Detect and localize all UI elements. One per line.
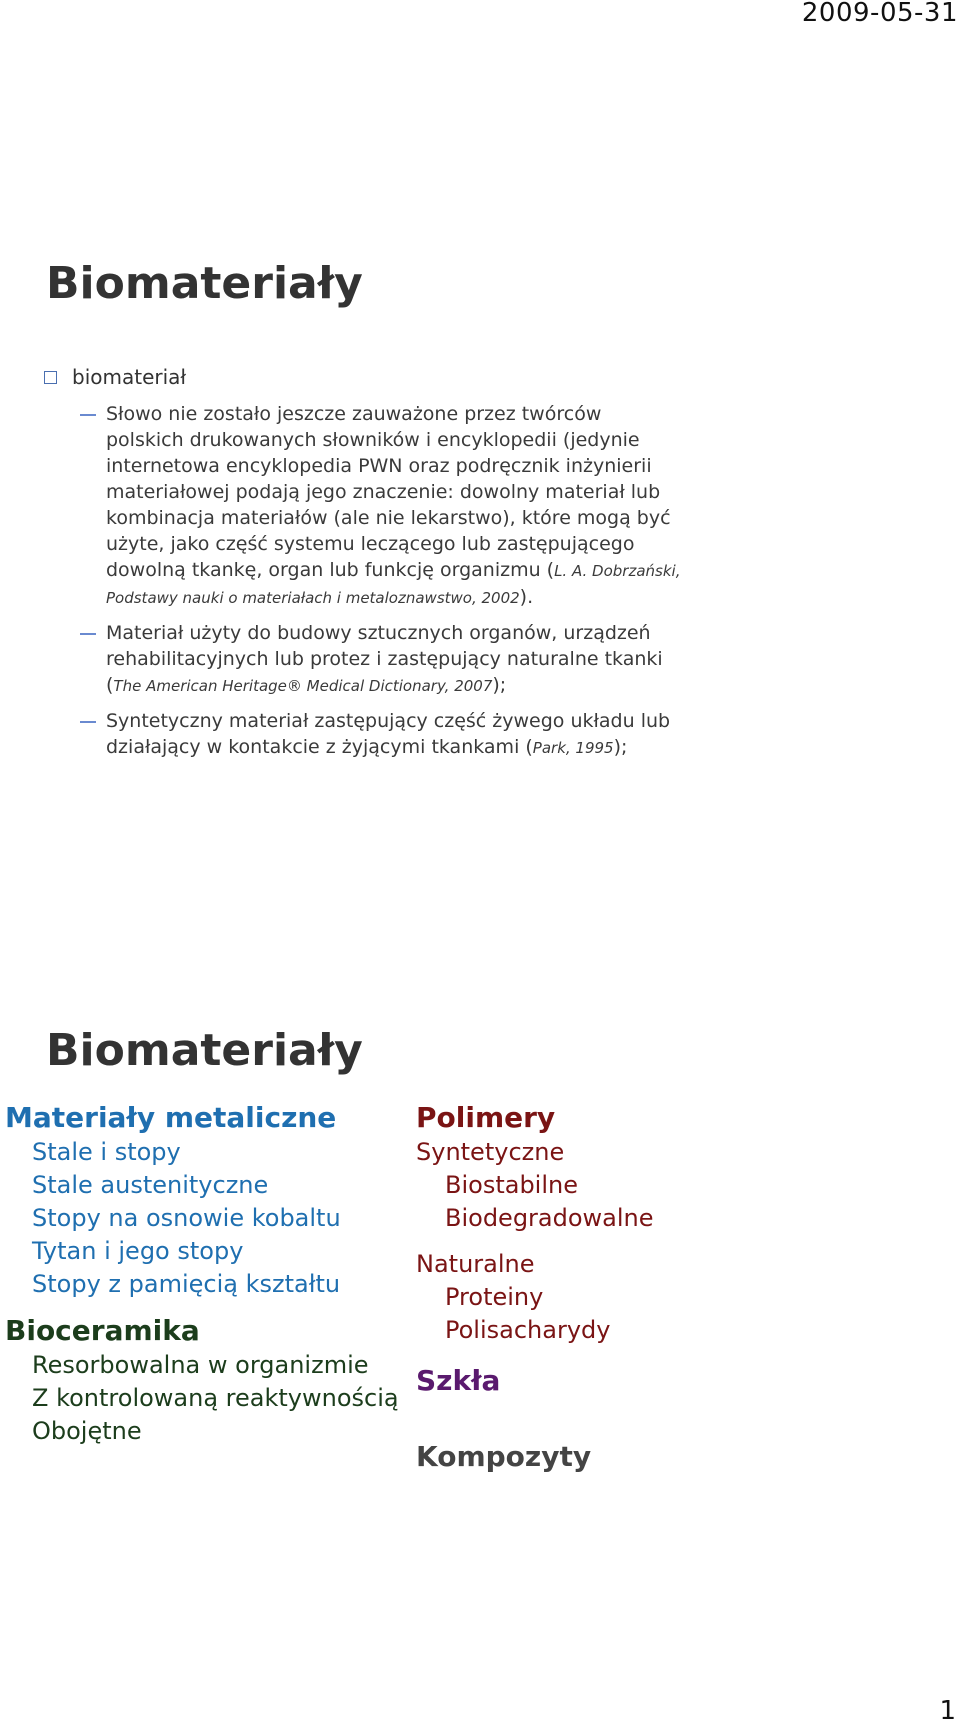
ceramics-item: Z kontrolowaną reaktywnością: [32, 1384, 399, 1412]
polymers-natural-item: Polisacharydy: [445, 1316, 611, 1344]
page-number: 1: [939, 1696, 956, 1726]
polymers-natural-label: Naturalne: [416, 1250, 535, 1278]
polymers-synthetic-item: Biodegradowalne: [445, 1204, 654, 1232]
definition-item-1: [44, 401, 684, 611]
polymers-heading: Polimery: [416, 1101, 556, 1134]
metals-item: Stale austenityczne: [32, 1171, 269, 1199]
bullet-item: [44, 365, 684, 389]
definition-text: Syntetyczny materiał zastępujący część żywego układu lub działający w kontakcie z żyjącymi tkankami (: [106, 710, 671, 758]
ceramics-item: Resorbowalna w organizmie: [32, 1351, 369, 1379]
metals-item: Stopy z pamięcią kształtu: [32, 1270, 341, 1298]
composites-heading: Kompozyty: [416, 1440, 592, 1473]
metals-heading: Materiały metaliczne: [5, 1101, 337, 1134]
polymers-natural-item: Proteiny: [445, 1283, 544, 1311]
definition-text: Materiał użyty do budowy sztucznych organów, urządzeń rehabilitacyjnych lub protez i zastępujący naturalne tkanki (: [106, 622, 663, 696]
ceramics-heading: Bioceramika: [5, 1314, 200, 1347]
polymers-synthetic-item: Biostabilne: [445, 1171, 578, 1199]
ceramics-item: Obojętne: [32, 1417, 142, 1445]
definition-text: Słowo nie zostało jeszcze zauważone przez twórców polskich drukowanych słowników i encyklopedii (jedynie internetowa encyklopedia PWN oraz podręcznik inżynierii materiałowej podają jego znaczenie: dowolny materiał lub kombinacja materiałów (ale nie lekarstwo), które mogą być użyte, jako część systemu leczącego lub zastępującego dowolną tkankę, organ lub funkcję organizmu (: [106, 403, 671, 581]
metals-item: Stale i stopy: [32, 1138, 181, 1166]
dash-icon: [80, 721, 96, 723]
right-column: [416, 1100, 936, 1475]
definition-section: [44, 365, 684, 770]
citation: The American Heritage® Medical Dictionary, 2007: [113, 677, 493, 695]
definition-item-3: [44, 708, 684, 761]
glass-heading: Szkła: [416, 1364, 501, 1397]
citation: Park, 1995: [532, 739, 614, 757]
definition-end: );: [492, 674, 507, 696]
citation: L. A. Dobrzański, Podstawy nauki o materiałach i metaloznawstwo, 2002: [106, 562, 681, 607]
polymers-synthetic-label: Syntetyczne: [416, 1138, 565, 1166]
dash-icon: [80, 414, 96, 416]
slide-2-title: Biomateriały: [46, 1025, 363, 1076]
bullet-text: biomateriał: [72, 365, 187, 389]
definition-end: ).: [519, 586, 534, 608]
metals-item: Tytan i jego stopy: [32, 1237, 244, 1265]
left-column: [5, 1100, 405, 1448]
dash-icon: [80, 633, 96, 635]
definition-end: );: [613, 736, 628, 758]
page-date: 2009-05-31: [801, 0, 958, 28]
square-bullet-icon: [44, 371, 57, 384]
slide-1-title: Biomateriały: [46, 258, 363, 309]
definition-item-2: [44, 620, 684, 699]
metals-item: Stopy na osnowie kobaltu: [32, 1204, 341, 1232]
